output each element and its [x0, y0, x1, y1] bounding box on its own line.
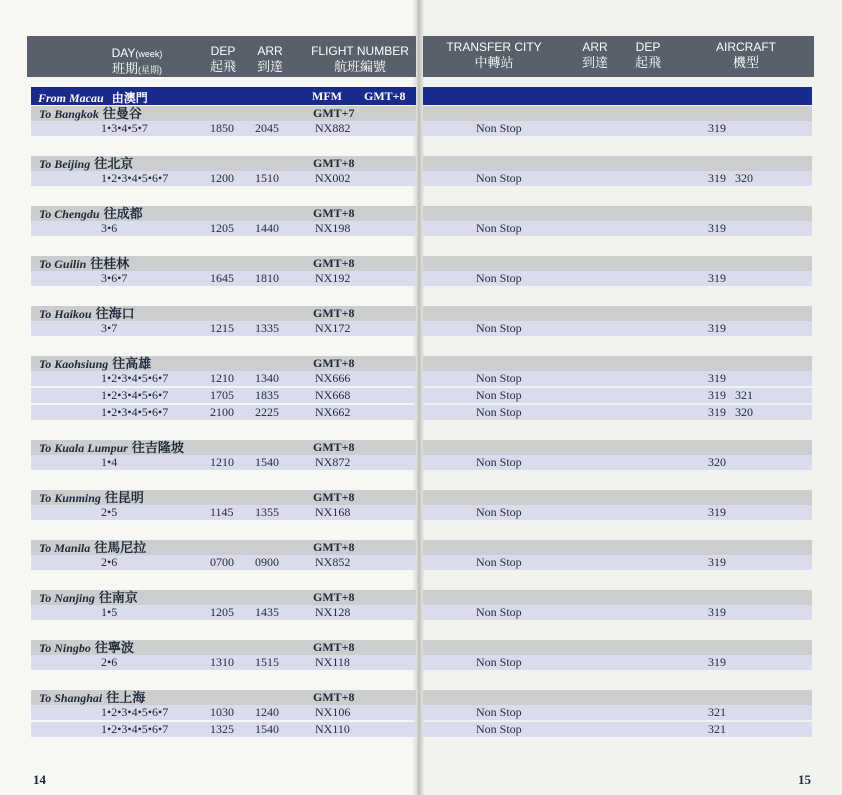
origin-bar-right [423, 87, 812, 105]
destination-name [39, 540, 146, 556]
flight-dep: 1145 [210, 505, 234, 519]
destination-name [39, 206, 143, 222]
destination-name [39, 306, 135, 322]
header-dep2-en: DEP [635, 40, 661, 54]
dest-header-bar-right [423, 156, 812, 171]
destination-name [39, 256, 129, 272]
flight-days: 1•5 [101, 605, 118, 619]
flight-arr: 2225 [255, 405, 279, 419]
flight-aircraft: 320 [708, 455, 726, 469]
flight-arr: 1510 [255, 171, 279, 185]
flight-arr: 1515 [255, 655, 279, 669]
flight-dep: 1645 [210, 271, 234, 285]
destination-gmt: GMT+8 [313, 540, 355, 554]
flight-days: 2•5 [101, 505, 118, 519]
destination-name-en: To Beijing [39, 157, 91, 171]
dest-header-bar-right [423, 306, 812, 321]
flight-arr: 1835 [255, 388, 279, 402]
flight-number: NX118 [315, 655, 350, 669]
header-bar-left [27, 36, 416, 77]
destination-name [39, 440, 184, 456]
header-day-en: DAY [111, 46, 136, 60]
flight-arr: 1355 [255, 505, 279, 519]
flight-arr: 1810 [255, 271, 279, 285]
flight-arr: 1340 [255, 371, 279, 385]
header-flight-zh: 航班編號 [333, 59, 386, 74]
flight-arr: 2045 [255, 121, 279, 135]
flight-number: NX198 [315, 221, 351, 235]
destination-name-zh: 往桂林 [90, 256, 130, 271]
flight-transfer: Non Stop [476, 321, 522, 335]
flight-aircraft: 321 [708, 705, 726, 719]
flight-dep: 0700 [210, 555, 234, 569]
flight-arr: 1240 [255, 705, 279, 719]
destination-gmt: GMT+8 [313, 206, 355, 220]
flight-number: NX128 [315, 605, 351, 619]
flight-transfer: Non Stop [476, 271, 522, 285]
flight-number: NX192 [315, 271, 351, 285]
flight-number: NX662 [315, 405, 351, 419]
destination-name [39, 490, 144, 506]
flight-transfer: Non Stop [476, 121, 522, 135]
destination-name-zh: 往北京 [94, 156, 134, 171]
dest-header-bar-right [423, 206, 812, 221]
dest-header-bar-right [423, 356, 812, 371]
flight-days: 1•2•3•4•5•6•7 [101, 705, 169, 719]
flight-days: 2•6 [101, 655, 118, 669]
destination-name-en: To Kuala Lumpur [39, 441, 128, 455]
destination-name [39, 106, 142, 122]
header-dep [203, 45, 243, 73]
flight-days: 1•2•3•4•5•6•7 [101, 388, 169, 402]
dest-header-bar-right [423, 490, 812, 505]
destination-name-en: To Chengdu [39, 207, 100, 221]
flight-days: 1•3•4•5•7 [101, 121, 148, 135]
flight-aircraft: 319 [708, 555, 726, 569]
flight-aircraft: 319 [708, 221, 726, 235]
flight-transfer: Non Stop [476, 722, 522, 736]
header-dep2 [628, 41, 668, 69]
header-aircraft-en: AIRCRAFT [716, 40, 776, 54]
flight-number: NX882 [315, 121, 351, 135]
header-bar-right [423, 36, 814, 77]
origin-bar-left [31, 87, 416, 105]
header-dep2-zh: 起飛 [634, 55, 661, 70]
flight-days: 1•2•3•4•5•6•7 [101, 171, 169, 185]
dest-header-bar-right [423, 440, 812, 455]
flight-dep: 1325 [210, 722, 234, 736]
flight-transfer: Non Stop [476, 605, 522, 619]
flight-number: NX172 [315, 321, 351, 335]
destination-name-zh: 往上海 [106, 690, 146, 705]
flight-arr: 0900 [255, 555, 279, 569]
destination-name-zh: 往海口 [95, 306, 135, 321]
header-arr2-zh: 到達 [581, 55, 608, 70]
flight-days: 3•6•7 [101, 271, 128, 285]
destination-name-en: To Shanghai [39, 691, 103, 705]
flight-transfer: Non Stop [476, 505, 522, 519]
destination-name-zh: 往曼谷 [102, 106, 142, 121]
destination-name [39, 590, 138, 606]
flight-arr: 1440 [255, 221, 279, 235]
destination-name-zh: 往昆明 [104, 490, 144, 505]
flight-transfer: Non Stop [476, 171, 522, 185]
flight-aircraft: 319 [708, 505, 726, 519]
destination-gmt: GMT+8 [313, 690, 355, 704]
header-transfer-en: TRANSFER CITY [446, 40, 542, 54]
page-number-left: 14 [33, 772, 46, 787]
flight-arr: 1435 [255, 605, 279, 619]
header-dep-en: DEP [210, 44, 236, 58]
header-arr2 [575, 41, 615, 69]
destination-gmt: GMT+8 [313, 640, 355, 654]
dest-header-bar-right [423, 540, 812, 555]
destination-name-zh: 往寧波 [94, 640, 134, 655]
flight-number: NX852 [315, 555, 351, 569]
destination-name-en: To Kaohsiung [39, 357, 109, 371]
flight-transfer: Non Stop [476, 555, 522, 569]
dest-header-bar-right [423, 690, 812, 705]
header-arr-zh: 到達 [256, 59, 283, 74]
destination-name-zh: 往吉隆坡 [131, 440, 184, 455]
destination-gmt: GMT+8 [313, 490, 355, 504]
destination-name-en: To Ningbo [39, 641, 91, 655]
header-day [91, 47, 183, 75]
flight-days: 3•7 [101, 321, 118, 335]
header-transfer-city [439, 41, 549, 69]
flight-number: NX668 [315, 388, 351, 402]
origin-gmt: GMT+8 [364, 89, 406, 103]
dest-header-bar-right [423, 640, 812, 655]
flight-transfer: Non Stop [476, 455, 522, 469]
flight-dep: 1215 [210, 321, 234, 335]
destination-name-en: To Manila [39, 541, 91, 555]
origin-label-zh: 由澳門 [111, 91, 148, 105]
flight-transfer: Non Stop [476, 388, 522, 402]
dest-header-bar-right [423, 256, 812, 271]
flight-transfer: Non Stop [476, 405, 522, 419]
origin-code: MFM [312, 89, 342, 103]
flight-arr: 1540 [255, 722, 279, 736]
flight-aircraft: 319 [708, 371, 726, 385]
flight-aircraft: 319 [708, 655, 726, 669]
flight-dep: 2100 [210, 405, 234, 419]
header-transfer-zh: 中轉站 [474, 55, 514, 70]
origin-label-en: From Macau [38, 91, 104, 105]
flight-days: 1•2•3•4•5•6•7 [101, 405, 169, 419]
flight-aircraft: 319 320 [708, 405, 753, 419]
flight-days: 3•6 [101, 221, 118, 235]
header-aircraft [698, 41, 794, 69]
flight-dep: 1210 [210, 455, 234, 469]
origin-label [38, 89, 148, 106]
flight-aircraft: 319 321 [708, 388, 753, 402]
flight-number: NX168 [315, 505, 351, 519]
destination-gmt: GMT+8 [313, 256, 355, 270]
dest-header-bar-right [423, 590, 812, 605]
destination-name-en: To Nanjing [39, 591, 95, 605]
flight-number: NX666 [315, 371, 351, 385]
flight-aircraft: 319 320 [708, 171, 753, 185]
destination-gmt: GMT+8 [313, 156, 355, 170]
header-day-zh-small: (星期) [138, 65, 162, 75]
header-flight-en: FLIGHT NUMBER [311, 44, 409, 58]
flight-number: NX110 [315, 722, 350, 736]
flight-arr: 1540 [255, 455, 279, 469]
destination-name-zh: 往南京 [98, 590, 138, 605]
flight-number: NX106 [315, 705, 351, 719]
page-number-right: 15 [798, 772, 811, 787]
header-day-zh: 班期 [111, 61, 138, 76]
flight-aircraft: 319 [708, 605, 726, 619]
dest-header-bar-right [423, 106, 812, 121]
flight-dep: 1030 [210, 705, 234, 719]
header-arr-en: ARR [257, 44, 283, 58]
flight-aircraft: 319 [708, 271, 726, 285]
header-aircraft-zh: 機型 [732, 55, 759, 70]
header-arr2-en: ARR [582, 40, 608, 54]
destination-gmt: GMT+7 [313, 106, 355, 120]
flight-transfer: Non Stop [476, 655, 522, 669]
flight-number: NX872 [315, 455, 351, 469]
destination-name-en: To Haikou [39, 307, 92, 321]
header-day-en-small: (week) [135, 49, 163, 59]
flight-dep: 1705 [210, 388, 234, 402]
destination-gmt: GMT+8 [313, 356, 355, 370]
destination-name [39, 156, 133, 172]
flight-days: 2•6 [101, 555, 118, 569]
destination-name-en: To Kunming [39, 491, 101, 505]
flight-dep: 1210 [210, 371, 234, 385]
flight-days: 1•2•3•4•5•6•7 [101, 722, 169, 736]
destination-name-zh: 往馬尼拉 [94, 540, 147, 555]
flight-dep: 1205 [210, 605, 234, 619]
header-flight-number [305, 45, 415, 73]
flight-aircraft: 321 [708, 722, 726, 736]
flight-aircraft: 319 [708, 121, 726, 135]
flight-transfer: Non Stop [476, 705, 522, 719]
flight-dep: 1850 [210, 121, 234, 135]
destination-gmt: GMT+8 [313, 590, 355, 604]
flight-days: 1•2•3•4•5•6•7 [101, 371, 169, 385]
flight-arr: 1335 [255, 321, 279, 335]
flight-transfer: Non Stop [476, 221, 522, 235]
destination-gmt: GMT+8 [313, 306, 355, 320]
flight-dep: 1200 [210, 171, 234, 185]
flight-aircraft: 319 [708, 321, 726, 335]
destination-name-en: To Bangkok [39, 107, 99, 121]
destination-name-zh: 往成都 [103, 206, 143, 221]
flight-number: NX002 [315, 171, 351, 185]
header-dep-zh: 起飛 [209, 59, 236, 74]
flight-dep: 1205 [210, 221, 234, 235]
header-arr [250, 45, 290, 73]
destination-name [39, 690, 145, 706]
flight-dep: 1310 [210, 655, 234, 669]
destination-gmt: GMT+8 [313, 440, 355, 454]
flight-days: 1•4 [101, 455, 118, 469]
destination-name-en: To Guilin [39, 257, 87, 271]
destination-name [39, 356, 151, 372]
destination-name-zh: 往高雄 [112, 356, 152, 371]
flight-transfer: Non Stop [476, 371, 522, 385]
destination-name [39, 640, 134, 656]
